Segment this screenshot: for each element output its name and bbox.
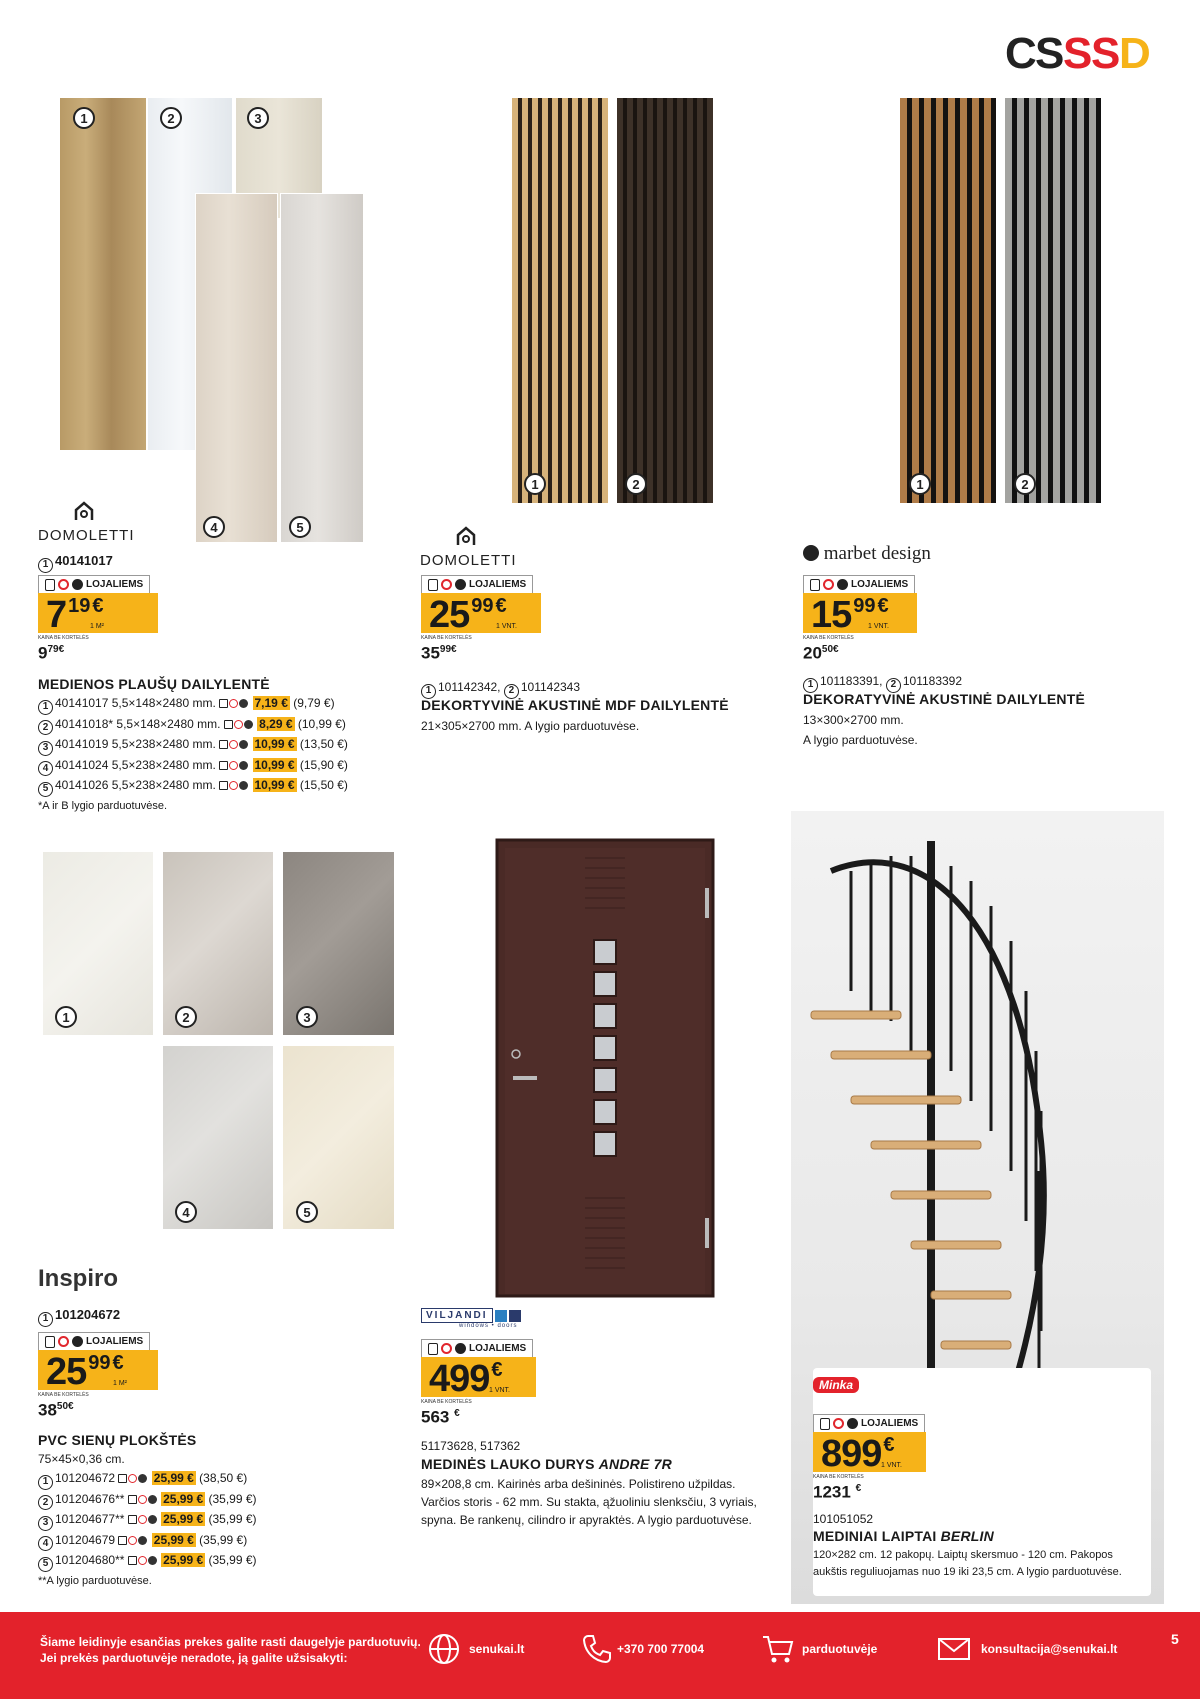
svg-text:S: S [1035, 29, 1065, 78]
price-tag: LOJALIEMS 499 € 1 VNT. KAINA BE KORTELĖS 563 € [421, 1339, 536, 1427]
product-desc: A lygio parduotuvėse. [803, 733, 918, 747]
tile-number: 2 [175, 1006, 197, 1028]
email-link[interactable]: konsultacija@senukai.lt [981, 1642, 1118, 1656]
product-code: 101051052 [813, 1512, 874, 1526]
variant-row: 3 40141019 5,5×238×2480 mm. 10,99 € (13,50 €) [38, 735, 368, 756]
footnote: **A lygio parduotuvėse. [38, 1574, 152, 1587]
wood-panel-image-4 [195, 193, 278, 543]
variant-row: 2 40141018* 5,5×148×2480 mm. 8,29 € (10,99 €) [38, 715, 368, 736]
csssd-logo [1005, 28, 1165, 78]
product-codes: 51173628, 517362 [421, 1439, 521, 1453]
product-desc: 89×208,8 cm. Kairinės arba dešininės. Polistireno užpildas. Varčios storis - 62 mm. Su stakta, ąžuoliniu slenksčiu, 3 vyriais, spyna. Be rankenų, cilindro ir apyraktės. A lygio parduotuvėse. [421, 1477, 757, 1527]
tile-number: 5 [296, 1201, 318, 1223]
svg-text:S: S [1063, 29, 1093, 78]
svg-text:D: D [1119, 29, 1151, 78]
price-box: 7 19 € 1 M² [38, 593, 158, 633]
price-box: 15 99 € 1 VNT. [803, 593, 917, 633]
loyalty-badge: LOJALIEMS [38, 575, 150, 593]
price-box: 899 € 1 VNT. [813, 1432, 926, 1472]
globe-icon [427, 1632, 461, 1666]
variant-row: 4 40141024 5,5×238×2480 mm. 10,99 € (15,90 €) [38, 756, 368, 777]
price-box: 25 99 € 1 VNT. [421, 593, 541, 633]
cart-icon [761, 1632, 795, 1666]
product-desc: 21×305×2700 mm. A lygio parduotuvėse. [421, 719, 640, 733]
tile-number: 3 [247, 107, 269, 129]
mail-icon [937, 1632, 971, 1666]
store-label: parduotuvėje [802, 1642, 878, 1656]
phone-link[interactable]: +370 700 77004 [617, 1642, 705, 1656]
domoletti-logo [420, 525, 517, 569]
no-card-price: $38^{50€}$ [38, 1400, 74, 1420]
product-title: MEDINIAI LAIPTAI BERLIN [813, 1528, 994, 1544]
acoustic-panel-image-2 [617, 98, 713, 503]
minka-logo: Minka [813, 1377, 859, 1393]
price-box: 25 99 € 1 M² [38, 1350, 158, 1390]
loyalty-badge: LOJALIEMS [803, 575, 915, 593]
product-title: DEKORATYVINĖ AKUSTINĖ DAILYLENTĖ [803, 691, 1086, 707]
no-card-price: 1231 € [813, 1482, 862, 1502]
tile-number: 4 [175, 1201, 197, 1223]
phone-icon [580, 1632, 614, 1666]
brand-name: Inspiro [38, 1265, 119, 1292]
variant-row: 3 101204677** 25,99 € (35,99 €) [38, 1510, 368, 1531]
viljandi-logo: VILJANDI windows • doors [421, 1308, 521, 1329]
card-icon [45, 579, 55, 591]
marbet-icon [803, 545, 819, 561]
footer-text: Šiame leidinyje esančias prekes galite rasti daugelyje parduotuvių. Jei prekės parduotuvėje neradote, ją galite užsisakyti: [40, 1635, 421, 1665]
product-desc: 13×300×2700 mm. [803, 713, 904, 727]
pvc-tile-image-5 [283, 1046, 394, 1229]
website-link[interactable]: senukai.lt [469, 1642, 525, 1656]
tile-number: 2 [625, 473, 647, 495]
loyalty-badge: LOJALIEMS [421, 1339, 533, 1357]
product-title: MEDINĖS LAUKO DURYS ANDRE 7R [421, 1456, 672, 1472]
product-dims: 75×45×0,36 cm. [38, 1452, 125, 1466]
variant-list [38, 1469, 368, 1590]
house-icon [38, 500, 128, 522]
tile-number: 3 [296, 1006, 318, 1028]
svg-text:S: S [1091, 29, 1121, 78]
variant-row: 1 40141017 5,5×148×2480 mm. 7,19 € (9,79 €) [38, 694, 368, 715]
price-tag: LOJALIEMS 15 99 € 1 VNT. KAINA BE KORTELĖS $20^{50€}$ [803, 575, 917, 663]
price-tag: LOJALIEMS 899 € 1 VNT. KAINA BE KORTELĖS 1231 € [813, 1414, 926, 1502]
footer-bar [0, 1612, 1200, 1699]
variant-row: 5 101204680** 25,99 € (35,99 €) [38, 1551, 368, 1572]
tile-number: 2 [160, 107, 182, 129]
price-tag: LOJALIEMS 7 19 € 1 M² KAINA BE KORTELĖS $9^{79€}$ [38, 575, 158, 663]
variant-row: 1 101204672 25,99 € (38,50 €) [38, 1469, 368, 1490]
no-card-price: 563 € [421, 1407, 460, 1427]
acoustic-panel-image-1 [512, 98, 608, 503]
loyalty-badge: LOJALIEMS [38, 1332, 150, 1350]
price-tag: LOJALIEMS 25 99 € 1 M² KAINA BE KORTELĖS $38^{50€}$ [38, 1332, 158, 1420]
variant-list [38, 694, 368, 815]
house-icon [420, 525, 510, 547]
svg-text:C: C [1005, 29, 1037, 78]
price-box: 499 € 1 VNT. [421, 1357, 536, 1397]
p-icon [72, 579, 83, 590]
tile-number: 2 [1014, 473, 1036, 495]
no-card-price: $20^{50€}$ [803, 643, 839, 663]
variant-row: 5 40141026 5,5×238×2480 mm. 10,99 € (15,50 €) [38, 776, 368, 797]
wood-panel-image-1 [60, 98, 146, 450]
loyalty-badge: LOJALIEMS [421, 575, 533, 593]
footnote: *A ir B lygio parduotuvėse. [38, 799, 168, 812]
product-codes: 1 101142342, 2 101142343 [421, 678, 580, 699]
tile-number: 1 [524, 473, 546, 495]
tile-number: 5 [289, 516, 311, 538]
no-icon [58, 579, 69, 590]
variant-row: 2 101204676** 25,99 € (35,99 €) [38, 1490, 368, 1511]
loyalty-badge: LOJALIEMS [813, 1414, 925, 1432]
product-codes: 1 101183391, 2 101183392 [803, 672, 962, 693]
product-code: 1 40141017 [38, 552, 113, 573]
brand-name: DOMOLETTI [420, 552, 517, 569]
no-card-price: $9^{79€}$ [38, 643, 65, 663]
wood-panel-image-5 [280, 193, 364, 543]
variant-row: 4 101204679 25,99 € (35,99 €) [38, 1531, 368, 1552]
tile-number: 4 [203, 516, 225, 538]
page-number: 5 [1171, 1631, 1179, 1647]
brand-name: DOMOLETTI [38, 527, 135, 544]
tile-number: 1 [909, 473, 931, 495]
product-desc: 120×282 cm. 12 pakopų. Laiptų skersmuo - 120 cm. Pakopos aukštis reguliuojamas nuo 19 iki 23,5 cm. A lygio parduotuvėse. [813, 1549, 1122, 1578]
product-title: DEKORTYVINĖ AKUSTINĖ MDF DAILYLENTĖ [421, 697, 729, 713]
domoletti-logo [38, 500, 135, 544]
acoustic-panel-image-1 [900, 98, 996, 503]
acoustic-panel-image-2 [1005, 98, 1101, 503]
tile-number: 1 [73, 107, 95, 129]
product-code: 1 101204672 [38, 1306, 120, 1327]
door-image [495, 838, 715, 1298]
marbet-logo: marbet design [803, 543, 931, 565]
price-tag: LOJALIEMS 25 99 € 1 VNT. KAINA BE KORTELĖS $35^{99€}$ [421, 575, 541, 663]
product-title: PVC SIENŲ PLOKŠTĖS [38, 1432, 197, 1448]
tile-number: 1 [55, 1006, 77, 1028]
product-title: MEDIENOS PLAUŠŲ DAILYLENTĖ [38, 676, 270, 692]
no-card-price: $35^{99€}$ [421, 643, 457, 663]
